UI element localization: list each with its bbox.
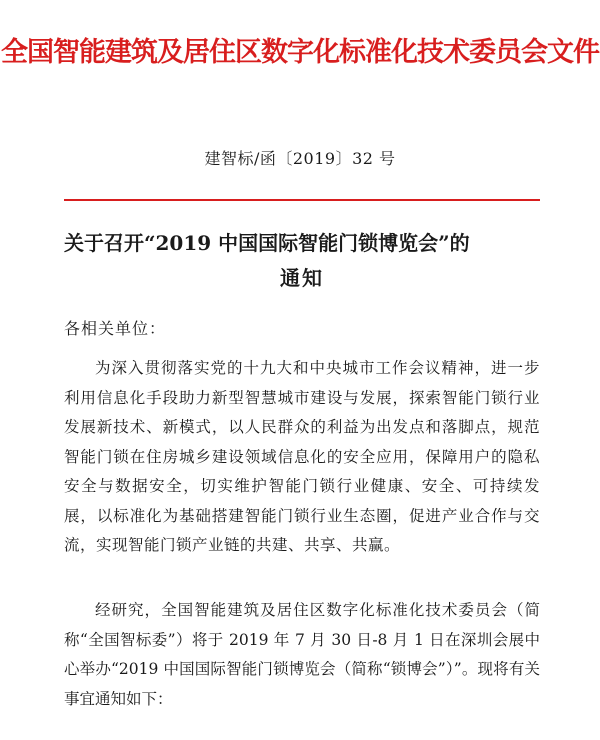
red-separator-line (64, 199, 540, 201)
document-header-title: 全国智能建筑及居住区数字化标准化技术委员会文件 (1, 37, 599, 68)
salutation: 各相关单位： (64, 319, 167, 338)
body-paragraph-1: 为深入贯彻落实党的十九大和中央城市工作会议精神，进一步利用信息化手段助力新型智慧城市建设与发展，探索智能门锁行业发展新技术、新模式，以人民群众的利益为出发点和落脚点，规范智能门锁在住房城乡建设领域信息化的安全应用，保障用户的隐私安全与数据安全，切实维护智能门锁行业健康、安全、可持续发展，以标准化为基础搭建智能门锁行业生态圈，促进产业合作与交流，实现智能门锁产业链的共建、共享、共赢。 (64, 359, 540, 554)
subject-line-2: 通知 (280, 266, 324, 290)
document-subject (64, 226, 540, 296)
subject-line-1: 关于召开“2019 中国国际智能门锁博览会”的 (64, 231, 470, 255)
document-number: 建智标/函〔2019〕32 号 (204, 149, 396, 168)
body-paragraph-2: 经研究，全国智能建筑及居住区数字化标准化技术委员会（简称“全国智标委”）将于 2019 年 7 月 30 日-8 月 1 日在深圳会展中心举办“2019 中国国际智能门锁博览会（简称“锁博会”）”。现将有关事宜通知如下： (64, 601, 540, 708)
